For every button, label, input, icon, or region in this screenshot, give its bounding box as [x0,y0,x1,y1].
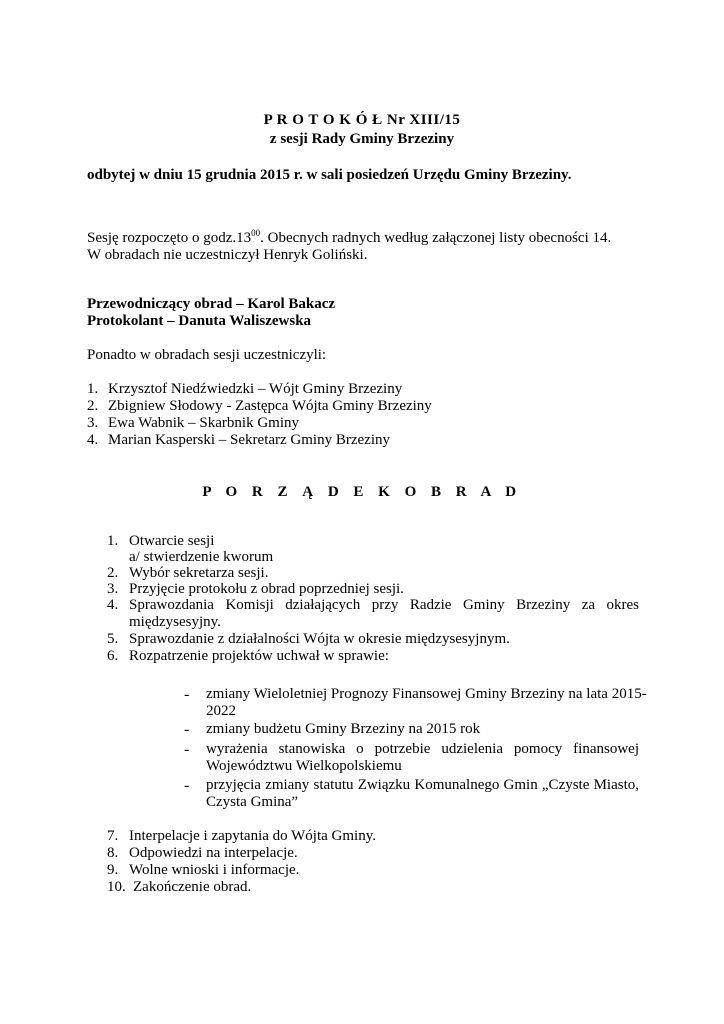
dash-bullet: - [184,721,190,738]
dash-bullet: - [184,777,190,794]
agenda-list: 1. Otwarcie sesji a/ stwierdzenie kworum 2. Wybór sekretarza sesji. 3. Przyjęcie protokołu z obrad poprzedniej sesji. 4. Sprawozdania Komisji działających przy Radzie Gminy Brzeziny za okres międzysesyjny. 5. Sprawozdanie z działalności Wójta w okresie międzysesyjnym. 6. Rozpatrzenie projektów uchwał w sprawie: [107,533,639,664]
opening-text-rest: . Obecnych radnych według załączonej listy obecności 14. [260,230,612,246]
opening-superscript: 00 [251,228,261,238]
chair: Przewodniczący obrad – Karol Bakacz [87,296,336,312]
secretary: Protokolant – Danuta Waliszewska [87,313,312,329]
opening-line-2: W obradach nie uczestniczył Henryk Goliński. [87,247,368,263]
dash-bullet: - [184,741,190,758]
dash-bullet: - [184,686,190,703]
agenda-list-continued: 7. Interpelacje i zapytania do Wójta Gminy. 8. Odpowiedzi na interpelacje. 9. Wolne wnioski i informacje. 10. Zakończenie obrad. [107,828,376,895]
session-info: odbytej w dniu 15 grudnia 2015 r. w sali posiedzeń Urzędu Gminy Brzeziny. [87,167,572,183]
resolution-line: Województwu Wielkopolskiemu [206,758,402,774]
resolution-line: zmiany budżetu Gminy Brzeziny na 2015 rok [206,721,481,737]
opening-line-1 [87,230,611,247]
resolution-line: Czysta Gmina” [206,794,299,810]
resolution-line: 2022 [206,703,236,719]
resolution-line: wyrażenia stanowiska o potrzebie udzielenia pomocy finansowej [206,741,639,757]
resolution-line: przyjęcia zmiany statutu Związku Komunalnego Gmin „Czyste Miasto, [206,777,639,793]
participants-list: 1. Krzysztof Niedźwiedzki – Wójt Gminy Brzeziny 2. Zbigniew Słodowy - Zastępca Wójta Gminy Brzeziny 3. Ewa Wabnik – Skarbnik Gminy 4. Marian Kasperski – Sekretarz Gminy Brzeziny [87,381,432,448]
opening-text: Sesję rozpoczęto o godz.13 [87,230,252,246]
protocol-subtitle: z sesji Rady Gminy Brzeziny [269,131,455,147]
resolutions-list [0,686,724,816]
resolution-line: zmiany Wieloletniej Prognozy Finansowej Gminy Brzeziny na lata 2015- [206,686,647,702]
agenda-heading: P O R Z Ą D E K O B R A D [202,484,522,500]
protocol-title: P R O T O K Ó Ł Nr XIII/15 [263,112,461,128]
participants-intro: Ponadto w obradach sesji uczestniczyli: [87,347,327,363]
